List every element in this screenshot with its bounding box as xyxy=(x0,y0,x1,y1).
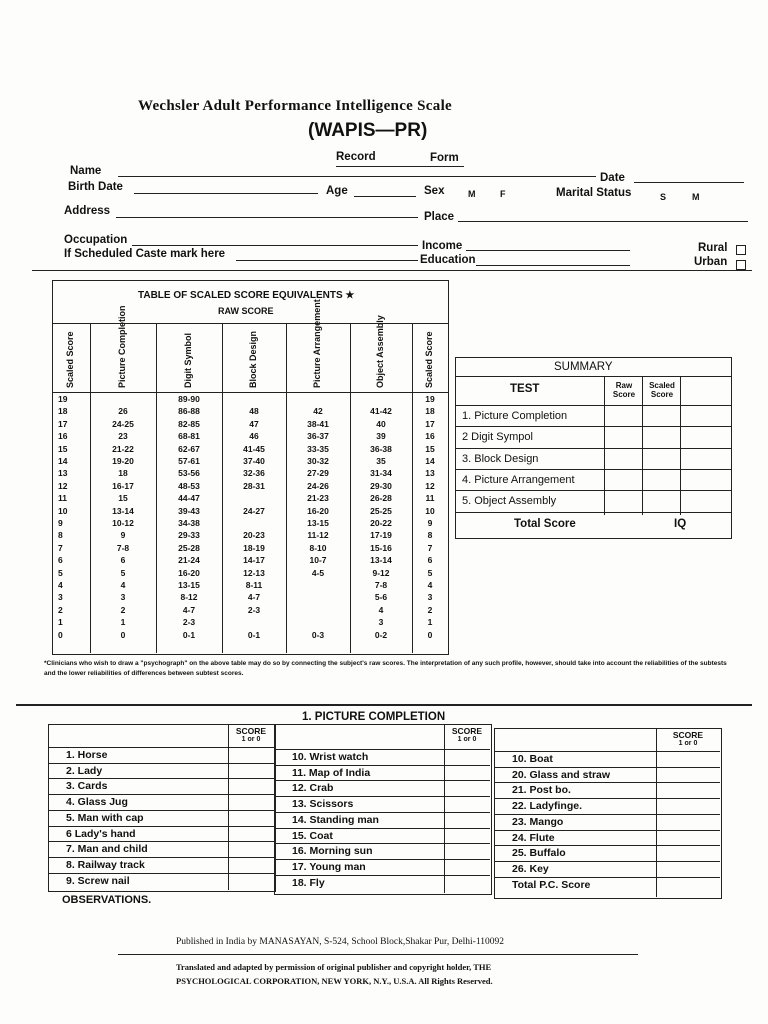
pc-score-header: SCORE xyxy=(451,726,483,736)
marital-label: Marital Status xyxy=(556,187,632,199)
place-field[interactable] xyxy=(458,221,748,222)
summary-raw-header: Raw Score xyxy=(612,381,636,399)
scaled-table-cell: 10-12 xyxy=(112,518,134,528)
scaled-table-cell: 18-19 xyxy=(243,542,265,553)
summary-row-label: 1. Picture Completion xyxy=(462,410,568,422)
marital-m-option[interactable]: M xyxy=(692,192,700,202)
sex-f-option[interactable]: F xyxy=(500,189,506,199)
summary-row-rule xyxy=(456,490,731,491)
scaled-table-cell: 0-1 xyxy=(247,629,261,640)
education-label: Education xyxy=(420,254,476,266)
scaled-table-cell: 13-14 xyxy=(112,505,134,516)
scaled-table-cell: 39 xyxy=(376,431,386,442)
name-field[interactable] xyxy=(118,176,596,177)
scaled-table-cell: 7 xyxy=(427,542,433,553)
pc-score-cell[interactable] xyxy=(445,829,489,843)
scaled-table-cell: 30-32 xyxy=(307,456,329,466)
summary-row-rule xyxy=(456,448,731,449)
scaled-table-cell: 13-15 xyxy=(178,580,200,590)
date-field[interactable] xyxy=(634,182,744,183)
birth-date-field[interactable] xyxy=(134,193,318,194)
scaled-table-cell: 2-3 xyxy=(182,617,196,628)
scaled-table-cell: 0-3 xyxy=(311,629,325,640)
scaled-table-cell: 48-53 xyxy=(178,480,200,491)
scaled-table-cell: 20-23 xyxy=(243,530,265,541)
scaled-table-cell: 16 xyxy=(58,431,68,442)
form-label: Form xyxy=(430,152,459,164)
summary-iq-label: IQ xyxy=(674,518,687,530)
scaled-table-cell: 23 xyxy=(118,431,128,442)
pc-score-cell[interactable] xyxy=(445,813,489,827)
scaled-table-cell: 1 xyxy=(120,617,126,628)
form-subtitle: (WAPIS—PR) xyxy=(308,120,428,141)
scaled-table-cell: 3 xyxy=(120,592,126,603)
scaled-table-cell: 41-42 xyxy=(370,406,392,417)
pc-score-cell[interactable] xyxy=(657,815,719,829)
pc-item-label: Total P.C. Score xyxy=(512,878,591,891)
scaled-table-cell: 19 xyxy=(58,394,68,404)
scaled-table-cell: 38-41 xyxy=(307,418,329,429)
pc-item-label: 9. Screw nail xyxy=(66,874,130,887)
scaled-table-cell: 46 xyxy=(249,431,259,442)
corp-line: PSYCHOLOGICAL CORPORATION, NEW YORK, N.Y., U.S.A. All Rights Reserved. xyxy=(176,976,493,986)
pc-score-cell[interactable] xyxy=(229,842,273,856)
scaled-table-colhead: Block Design xyxy=(248,330,258,388)
scaled-table-cell: 17-19 xyxy=(370,530,392,541)
scaled-table-cell: 82-85 xyxy=(178,418,200,429)
pc-item-label: 1. Horse xyxy=(66,749,108,761)
age-field[interactable] xyxy=(354,196,416,197)
scaled-table-cell: 53-56 xyxy=(178,468,200,479)
pc-score-cell[interactable] xyxy=(657,878,719,892)
record-label: Record xyxy=(336,151,376,163)
scaled-table-cell: 86-88 xyxy=(178,406,200,417)
summary-row-label: 5. Object Assembly xyxy=(462,495,557,508)
scaled-table-cell: 44-47 xyxy=(178,493,200,504)
scaled-table-cell: 48 xyxy=(249,406,259,417)
scaled-table-cell: 8 xyxy=(58,530,63,541)
pc-score-cell[interactable] xyxy=(229,764,273,778)
birth-date-label: Birth Date xyxy=(68,181,123,193)
scaled-table-cell: 16-20 xyxy=(307,505,329,516)
scaled-table-cell: 13 xyxy=(58,468,68,479)
scaled-table-cell: 35 xyxy=(376,456,386,466)
scaled-table-cell: 16-17 xyxy=(112,480,134,491)
summary-row-label: 2 Digit Sympol xyxy=(462,431,533,444)
scaled-table-cell: 29-33 xyxy=(178,530,200,541)
scaled-table-cell: 21-24 xyxy=(178,555,200,566)
marital-s-option[interactable]: S xyxy=(660,192,667,202)
scaled-table-cell: 9 xyxy=(427,518,433,528)
pc-score-cell[interactable] xyxy=(229,779,273,793)
pc-score-cell[interactable] xyxy=(657,783,719,797)
pc-score-cell[interactable] xyxy=(657,831,719,845)
scaled-table-cell: 0 xyxy=(120,629,126,640)
pc-title: 1. PICTURE COMPLETION xyxy=(302,711,446,723)
scaled-table-cell: 7-8 xyxy=(374,580,388,590)
pc-score-cell[interactable] xyxy=(657,752,719,766)
scaled-table-subtitle: RAW SCORE xyxy=(218,306,274,316)
pc-score-cell[interactable] xyxy=(229,827,273,841)
pc-score-cell[interactable] xyxy=(229,874,273,888)
pc-item-label: 2. Lady xyxy=(66,764,103,777)
pc-item-label: 15. Coat xyxy=(292,829,333,842)
pc-item-label: 16. Morning sun xyxy=(292,845,373,858)
pc-item-label: 12. Crab xyxy=(292,782,334,795)
pc-score-subheader: 1 or 0 xyxy=(241,736,261,743)
scaled-table-cell: 0 xyxy=(58,629,63,640)
scaled-table-cell: 34-38 xyxy=(178,518,200,528)
pc-item-label: 8. Railway track xyxy=(66,858,145,871)
pc-score-cell[interactable] xyxy=(445,766,489,780)
pc-score-header: SCORE xyxy=(672,730,704,740)
scaled-table-cell: 5 xyxy=(58,567,63,578)
summary-vline-2 xyxy=(642,377,643,515)
scaled-table-cell: 12 xyxy=(58,480,68,491)
pc-score-header: SCORE xyxy=(235,726,267,736)
income-label: Income xyxy=(422,240,463,252)
observations-label: OBSERVATIONS. xyxy=(62,894,152,906)
scaled-table-cell: 17 xyxy=(425,418,435,429)
scaled-table-cell: 2-3 xyxy=(247,604,261,615)
scaled-table-cell: 9-12 xyxy=(372,567,390,578)
scaled-table-cell: 26-28 xyxy=(370,493,392,504)
scaled-table-cell: 24-26 xyxy=(307,480,329,491)
pc-score-cell[interactable] xyxy=(445,750,489,764)
scaled-table-cell: 20-22 xyxy=(370,518,392,528)
scaled-table-cell: 29-30 xyxy=(370,480,392,491)
pc-item-label: 21. Post bo. xyxy=(512,784,571,797)
place-label: Place xyxy=(424,211,455,223)
footnote: *Clinicians who wish to draw a "psychograph" on the above table may do so by connecting the subject's raw scores. The interpretation of any such profile, however, should take into account the reliabilities of the subtests and the lower reliabilities of differences between subtest scores. xyxy=(44,660,727,677)
summary-row-rule xyxy=(456,469,731,470)
scaled-table-cell: 8-11 xyxy=(245,580,263,590)
pc-item-label: 17. Young man xyxy=(292,860,366,873)
scaled-table-cell: 7-8 xyxy=(116,542,130,553)
scaled-table-cell: 5 xyxy=(427,567,433,578)
scaled-table-cell: 32-36 xyxy=(243,468,265,479)
scaled-table-colhead: Digit Symbol xyxy=(183,332,193,388)
scaled-table-cell: 89-90 xyxy=(178,394,200,404)
scaled-table-header-rule xyxy=(52,323,448,324)
pc-score-cell[interactable] xyxy=(445,844,489,858)
scaled-table-cell: 21-22 xyxy=(112,443,134,454)
scaled-table-cell: 8-12 xyxy=(180,592,198,603)
scaled-table-cell: 4 xyxy=(58,580,63,590)
publisher-line: Published in India by MANASAYAN, S-524, School Block,Shakar Pur, Delhi-110092 xyxy=(176,937,504,947)
summary-row-label: 4. Picture Arrangement xyxy=(462,473,575,486)
summary-title-rule xyxy=(456,376,731,377)
summary-row-rule xyxy=(456,512,731,513)
sex-label: Sex xyxy=(424,185,445,197)
address-label: Address xyxy=(64,205,111,217)
summary-scaled-header: Scaled Score xyxy=(649,381,675,399)
scaled-table-cell: 25-25 xyxy=(370,505,392,516)
scaled-table-cell: 41-45 xyxy=(243,443,265,454)
scaled-table-cell: 4 xyxy=(120,580,126,590)
scaled-table-cell: 4 xyxy=(427,580,433,590)
scaled-table-cell: 26 xyxy=(118,406,128,417)
scaled-table-colhead: Scaled Score xyxy=(65,331,75,388)
scaled-table-cell: 40 xyxy=(376,418,386,429)
scaled-table-cell: 13 xyxy=(425,468,435,479)
pc-item-label: 20. Glass and straw xyxy=(512,768,611,781)
rural-label: Rural xyxy=(698,242,728,254)
scaled-table-cell: 1 xyxy=(427,617,433,628)
scaled-table-cell: 6 xyxy=(427,555,433,566)
scaled-table-cell: 36-38 xyxy=(370,443,392,454)
scaled-table-cell: 10-7 xyxy=(309,555,327,566)
section-divider xyxy=(16,704,752,706)
pc-score-cell[interactable] xyxy=(229,748,273,762)
pc-item-label: 13. Scissors xyxy=(292,798,354,811)
scaled-table-cell: 4-7 xyxy=(182,604,196,615)
scaled-table-colhead: Picture Completion xyxy=(117,305,127,388)
summary-row-label: 3. Block Design xyxy=(462,452,539,465)
summary-title: SUMMARY xyxy=(554,361,613,373)
summary-vline-1 xyxy=(604,377,605,515)
scaled-table-cell: 24-27 xyxy=(243,505,265,516)
scaled-table-cell: 18 xyxy=(118,468,128,479)
scaled-table-cell: 9 xyxy=(120,530,126,541)
scaled-table-cell: 13-15 xyxy=(307,518,329,528)
pc-item-label: 24. Flute xyxy=(512,831,555,844)
footer-rule xyxy=(118,954,638,955)
scaled-table-cell: 15-16 xyxy=(370,542,392,553)
education-field[interactable] xyxy=(476,265,630,266)
pc-score-cell[interactable] xyxy=(445,781,489,795)
scaled-table-cell: 25-28 xyxy=(178,542,200,553)
scaled-table-cell: 0-1 xyxy=(182,629,196,640)
scaled-table-cell: 62-67 xyxy=(178,443,200,454)
scaled-table-cell: 2 xyxy=(120,604,126,615)
translated-line: Translated and adapted by permission of original publisher and copyright holder, THE xyxy=(176,962,492,972)
scaled-table-cell: 27-29 xyxy=(307,468,329,479)
scaled-table-cell: 8 xyxy=(427,530,433,541)
scaled-table-cell: 19 xyxy=(425,394,435,404)
pc-score-cell[interactable] xyxy=(445,860,489,874)
pc-item-label: 10. Wrist watch xyxy=(292,751,369,763)
scaled-table-cell: 12-13 xyxy=(243,567,265,578)
sex-m-option[interactable]: M xyxy=(468,189,476,199)
scaled-table-colhead-rule xyxy=(52,392,448,393)
scaled-table-colhead: Object Assembly xyxy=(375,315,385,388)
scaled-table-cell: 5 xyxy=(120,567,126,578)
scaled-table-cell: 47 xyxy=(249,418,259,429)
scaled-table-cell: 15 xyxy=(58,443,68,454)
scaled-table-cell: 16-20 xyxy=(178,567,200,578)
scaled-table-cell: 21-23 xyxy=(307,493,329,504)
scaled-table-cell: 18 xyxy=(425,406,435,417)
scaled-table-cell: 57-61 xyxy=(178,456,200,466)
scaled-table-cell: 39-43 xyxy=(178,505,200,516)
pc-item-label: 23. Mango xyxy=(512,815,564,828)
scaled-table-cell: 36-37 xyxy=(307,431,329,442)
pc-item-label: 25. Buffalo xyxy=(512,847,566,860)
summary-row-rule xyxy=(456,405,731,406)
caste-field[interactable] xyxy=(236,260,418,261)
scaled-table-cell: 4-7 xyxy=(247,592,261,603)
scaled-table-cell: 14 xyxy=(425,456,435,466)
scaled-table-cell: 2 xyxy=(58,604,63,615)
scaled-table-cell: 8-10 xyxy=(309,542,327,553)
pc-score-cell[interactable] xyxy=(657,768,719,782)
pc-score-cell[interactable] xyxy=(229,811,273,825)
scaled-table-cell: 15 xyxy=(425,443,435,454)
scaled-table-cell: 0 xyxy=(427,629,433,640)
scaled-table-cell: 11 xyxy=(425,493,435,504)
pc-score-cell[interactable] xyxy=(445,876,489,890)
scaled-table-cell: 0-2 xyxy=(374,629,388,640)
summary-row-rule xyxy=(456,426,731,427)
scaled-table-cell: 42 xyxy=(313,406,323,417)
pc-item-label: 5. Man with cap xyxy=(66,811,144,824)
pc-score-cell[interactable] xyxy=(445,797,489,811)
pc-item-label: 11. Map of India xyxy=(292,766,371,779)
scaled-table-colhead: Scaled Score xyxy=(424,331,434,388)
pc-score-cell[interactable] xyxy=(657,846,719,860)
scaled-table-cell: 68-81 xyxy=(178,431,200,442)
pc-score-subheader: 1 or 0 xyxy=(678,740,698,747)
age-label: Age xyxy=(326,185,348,197)
caste-label: If Scheduled Caste mark here xyxy=(64,248,226,260)
scaled-table-cell: 10 xyxy=(425,505,435,516)
scaled-table-cell: 6 xyxy=(58,555,63,566)
pc-item-label: 10. Boat xyxy=(512,753,553,765)
record-form-underline xyxy=(336,166,464,167)
scaled-table-cell: 24-25 xyxy=(112,418,134,429)
scaled-table-cell: 15 xyxy=(118,493,128,504)
summary-test-header: TEST xyxy=(510,383,540,395)
pc-score-cell[interactable] xyxy=(229,858,273,872)
urban-label: Urban xyxy=(694,256,728,268)
urban-checkbox[interactable] xyxy=(736,260,746,270)
scaled-table-cell: 14-17 xyxy=(243,555,265,566)
pc-item-label: 14. Standing man xyxy=(292,813,379,826)
scaled-table-cell: 19-20 xyxy=(112,456,134,466)
name-label: Name xyxy=(70,165,102,177)
date-label: Date xyxy=(600,172,625,184)
pc-item-label: 22. Ladyfinge. xyxy=(512,800,583,813)
pc-score-cell[interactable] xyxy=(657,799,719,813)
pc-item-label: 3. Cards xyxy=(66,780,108,793)
scaled-table-cell: 1 xyxy=(58,617,63,628)
pc-item-label: 4. Glass Jug xyxy=(66,796,128,809)
scaled-table-cell: 33-35 xyxy=(307,443,329,454)
scaled-table-cell: 31-34 xyxy=(370,468,392,479)
scaled-table-cell: 37-40 xyxy=(243,456,265,466)
summary-total-label: Total Score xyxy=(514,518,576,530)
scaled-table-cell: 14 xyxy=(58,456,68,466)
header-divider xyxy=(32,270,752,271)
scaled-table-cell: 3 xyxy=(378,617,384,628)
scaled-table-cell: 11-12 xyxy=(307,530,329,541)
pc-score-cell[interactable] xyxy=(229,795,273,809)
pc-item-label: 6 Lady's hand xyxy=(66,827,136,840)
scaled-table-cell: 12 xyxy=(425,480,435,491)
scaled-table-cell: 10 xyxy=(58,505,68,516)
scaled-table-cell: 5-6 xyxy=(374,592,388,603)
scaled-table-cell: 2 xyxy=(427,604,433,615)
pc-item-label: 26. Key xyxy=(512,862,549,875)
occupation-label: Occupation xyxy=(64,234,128,246)
pc-score-subheader: 1 or 0 xyxy=(457,736,477,743)
scaled-table-cell: 13-14 xyxy=(370,555,392,566)
scaled-table-cell: 9 xyxy=(58,518,63,528)
scaled-table-colhead: Picture Arrangement xyxy=(312,299,322,388)
scaled-table-cell: 4-5 xyxy=(311,567,325,578)
scaled-table-cell: 18 xyxy=(58,406,68,417)
scaled-table-cell: 17 xyxy=(58,418,68,429)
rural-checkbox[interactable] xyxy=(736,245,746,255)
scaled-table-cell: 6 xyxy=(120,555,126,566)
pc-item-label: 7. Man and child xyxy=(66,843,148,856)
income-field[interactable] xyxy=(466,250,630,251)
pc-item-label: 18. Fly xyxy=(292,876,325,889)
address-field[interactable] xyxy=(116,217,418,218)
scaled-table-cell: 16 xyxy=(425,431,435,442)
pc-score-cell[interactable] xyxy=(657,862,719,876)
summary-vline-3 xyxy=(680,377,681,515)
scaled-table-cell: 28-31 xyxy=(243,480,265,491)
scaled-table-cell: 3 xyxy=(427,592,433,603)
scaled-table-cell: 4 xyxy=(378,604,384,615)
scaled-table-cell: 3 xyxy=(58,592,63,603)
scaled-table-cell: 7 xyxy=(58,542,63,553)
form-title: Wechsler Adult Performance Intelligence Scale xyxy=(138,98,452,114)
scaled-table-title: TABLE OF SCALED SCORE EQUIVALENTS ★ xyxy=(138,290,355,301)
occupation-field[interactable] xyxy=(132,245,418,246)
scaled-table-cell: 11 xyxy=(58,493,67,504)
